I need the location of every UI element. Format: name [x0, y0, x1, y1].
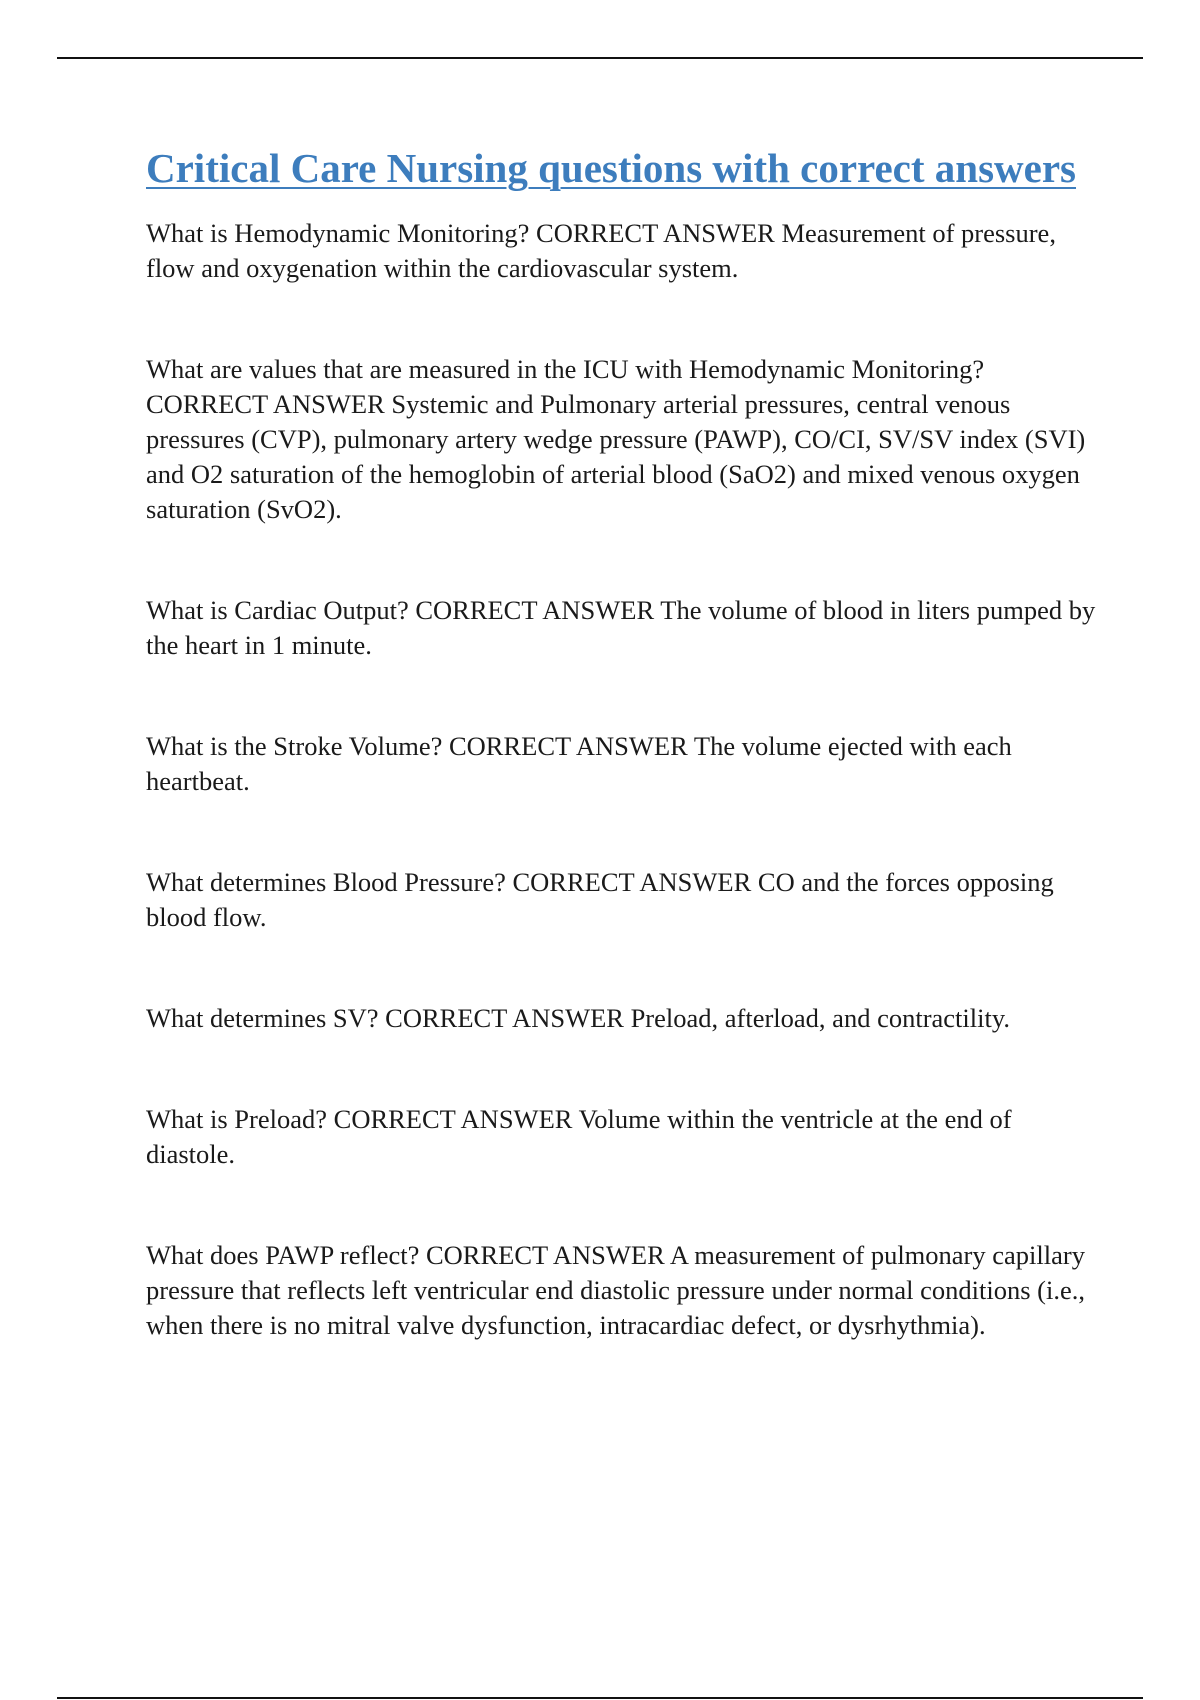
qa-item: What is the Stroke Volume? CORRECT ANSWER The volume ejected with each heartbeat. [146, 731, 1012, 796]
qa-list [146, 216, 1096, 1343]
bottom-divider [57, 1697, 1143, 1699]
qa-item: What are values that are measured in the ICU with Hemodynamic Monitoring? CORRECT ANSWER Systemic and Pulmonary arterial pressures, central venous pressures (CVP), pulmonary artery wedge pressure (PAWP), CO/CI, SV/SV index (SVI) and O2 saturation of the hemoglobin of arterial blood (SaO2) and mixed venous oxygen saturation (SvO2). [146, 354, 1086, 524]
qa-item: What is Preload? CORRECT ANSWER Volume within the ventricle at the end of diastole. [146, 1104, 1012, 1169]
qa-item: What does PAWP reflect? CORRECT ANSWER A measurement of pulmonary capillary pressure that reflects left ventricular end diastolic pressure under normal conditions (i.e., when there is no mitral valve dysfunction, intracardiac defect, or dysrhythmia). [146, 1240, 1085, 1340]
qa-item: What is Hemodynamic Monitoring? CORRECT ANSWER Measurement of pressure, flow and oxygenation within the cardiovascular system. [146, 218, 1056, 283]
qa-item: What determines SV? CORRECT ANSWER Preload, afterload, and contractility. [146, 1003, 1011, 1033]
document-body [146, 140, 1096, 1409]
qa-item: What is Cardiac Output? CORRECT ANSWER The volume of blood in liters pumped by the heart in 1 minute. [146, 595, 1096, 660]
top-divider [57, 57, 1143, 59]
document-title: Critical Care Nursing questions with correct answers [146, 145, 1076, 191]
qa-item: What determines Blood Pressure? CORRECT ANSWER CO and the forces opposing blood flow. [146, 867, 1054, 932]
